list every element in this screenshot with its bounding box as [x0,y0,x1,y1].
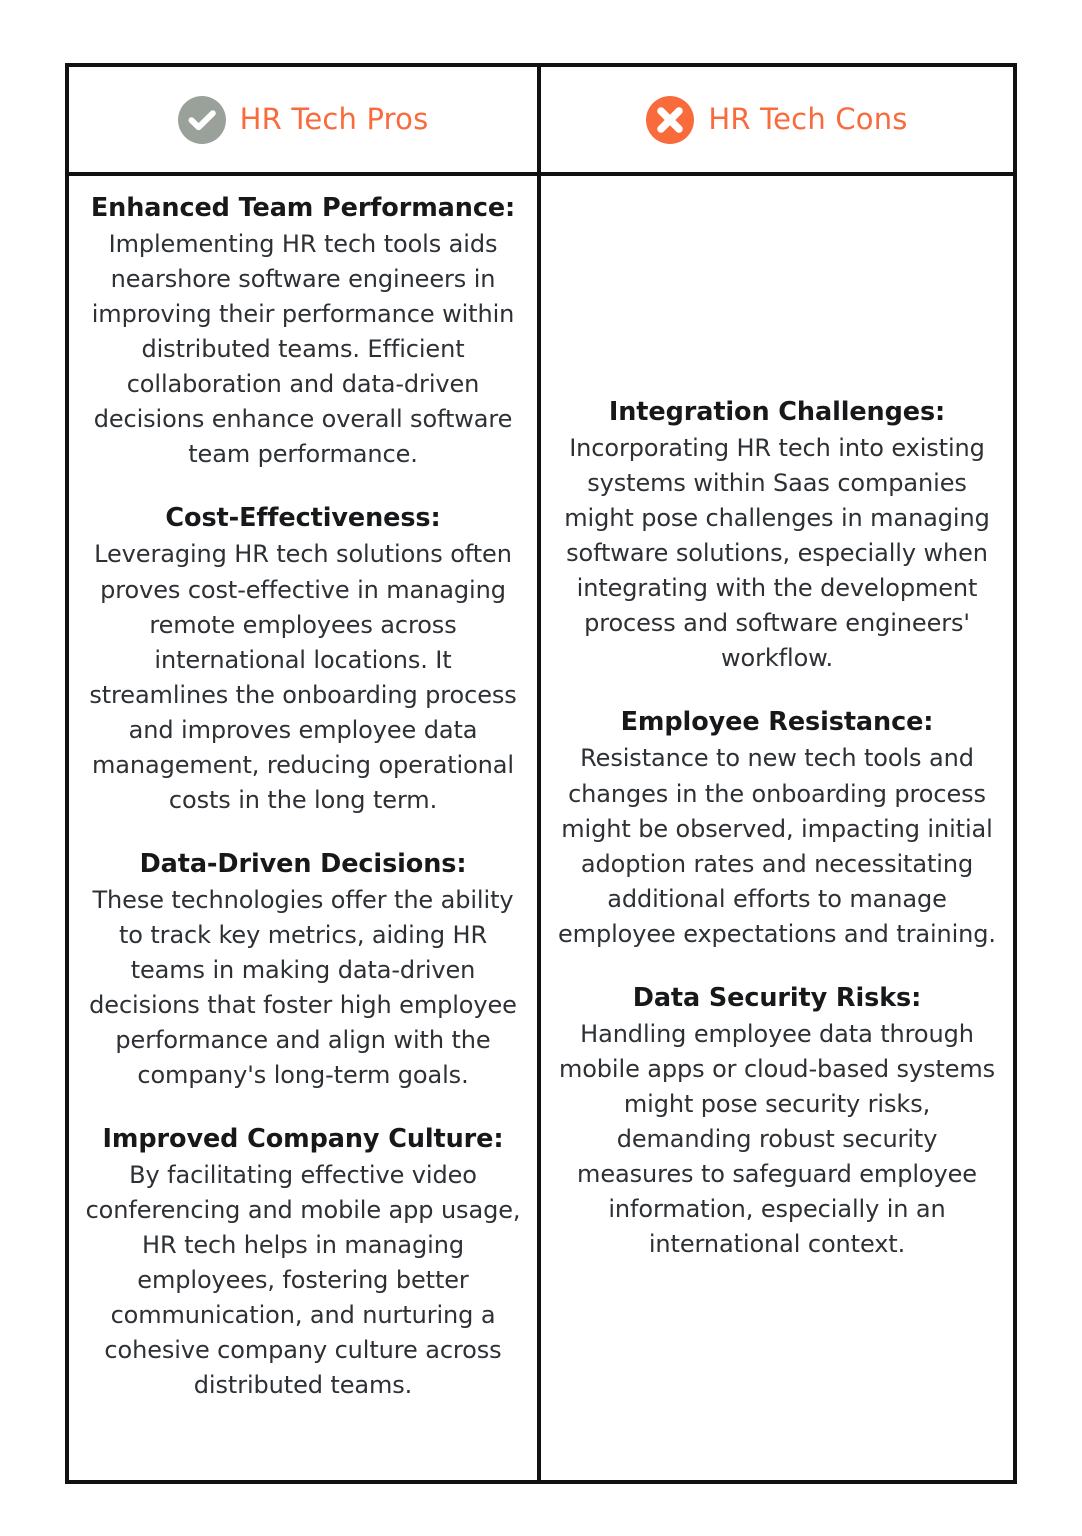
section-body: These technologies offer the ability to track key metrics, aiding HR teams in making data-driven decisions that foster high employee performance and align with the company's long-term goals. [89,885,517,1089]
column-cons [541,176,1013,1480]
table-body-row [69,176,1013,1480]
cons-section-2 [557,706,997,951]
pros-section-2 [85,502,521,817]
section-body: Handling employee data through mobile apps or cloud-based systems might pose security risks, demanding robust security measures to safeguard employee information, especially in an international context. [558,1019,996,1258]
section-title: Data-Driven Decisions: [139,848,467,879]
x-circle-icon [646,96,694,144]
pros-section-3 [85,848,521,1093]
cons-section-1 [557,396,997,676]
header-title-cons: HR Tech Cons [708,101,908,136]
header-cell-cons [541,67,1013,172]
section-title: Data Security Risks: [632,982,922,1013]
column-pros [69,176,541,1480]
section-body: By facilitating effective video conferencing and mobile app usage, HR tech helps in managing employees, fostering better communication, and nurturing a cohesive company culture across distributed teams. [85,1161,521,1400]
section-title: Cost-Effectiveness: [165,503,441,534]
section-title: Improved Company Culture: [102,1124,504,1155]
header-cell-pros [69,67,541,172]
table-header-row [69,67,1013,176]
header-title-pros: HR Tech Pros [239,101,429,136]
check-circle-icon [178,96,226,144]
section-title: Enhanced Team Performance: [90,193,516,223]
section-body: Implementing HR tech tools aids nearshore software engineers in improving their performance within distributed teams. Efficient collaboration and data-driven decisions enhance overall software team performance. [91,230,515,469]
pros-cons-table [65,63,1017,1484]
section-body: Incorporating HR tech into existing systems within Saas companies might pose challenges in managing software solutions, especially when integrating with the development process and software engineers' workflow. [564,434,990,673]
cons-section-3 [557,982,997,1262]
section-title: Integration Challenges: [608,397,946,427]
pros-section-1 [85,192,521,472]
section-body: Resistance to new tech tools and changes in the onboarding process might be observed, impacting initial adoption rates and necessitating additional efforts to manage employee expectations and training. [558,744,996,948]
section-body: Leveraging HR tech solutions often proves cost-effective in managing remote employees across international locations. It streamlines the onboarding process and improves employee data management, reducing operational costs in the long term. [89,540,517,814]
pros-section-4 [85,1123,521,1403]
section-title: Employee Resistance: [620,707,934,738]
